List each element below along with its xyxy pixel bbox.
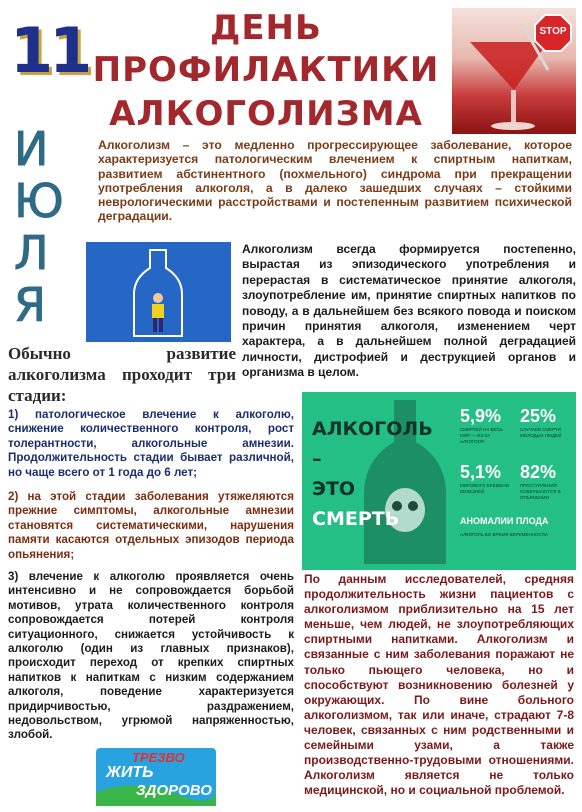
stage-item-1: 1) патологическое влечение к алкоголю, снижение количественного контроля, рост толерантности, алкогольные амнезии. Продолжительность стадии бывает различной, но чаще всего от 1 года до 6 лет; (8, 408, 294, 479)
poster-stat-value: 5,1% (460, 462, 502, 482)
title-line-3: АЛКОГОЛИЗМА (109, 94, 423, 134)
research-paragraph: По данным исследователей, средняя продолжительность жизни пациентов с алкоголизмом приблизительно на 15 лет меньше, чем людей, не злоупотребляющих спиртными напитками. Алкоголизм и связанные с ним заболевания поражают не только пьющего человека, но и способствуют возникновению болезней у окружающих. По вине больного алкоголизмом, так или иначе, страдают 7-8 человек, связанных с ним родственными и семейными узами, а также производственно-трудовыми отношениями. Алкоголизм является не только медицинской, но и социальной проблемой. (304, 572, 574, 798)
poster-stat (460, 462, 512, 495)
stage-item-3: 3) влечение к алкоголю проявляется очень интенсивно и не сопровождается борьбой мотивов, утрата количественного контроля сопровождается потерей контроля ситуационного, снижается устойчивость к алкоголю (один из главных признаков), происходит переход от крепких спиртных напитков к напиткам с низким содержанием алкоголя, поведение характеризуется придирчивостью, раздражением, недовольством, угрюмой напряженностью, злобой. (8, 570, 294, 742)
bottle-icon (86, 242, 231, 342)
poster-anomaly-text: АЛКОГОЛЬ ВО ВРЕМЯ БЕРЕМЕННОСТИ (460, 532, 548, 537)
month-letter: Л (14, 226, 49, 280)
poster-headline-line: АЛКОГОЛЬ – (312, 418, 433, 470)
poster-stat (460, 406, 512, 445)
date-day: 11 (10, 14, 89, 87)
formation-paragraph: Алкоголизм всегда формируется постепенно, вырастая из эпизодического употребления и перерастая в систематическое принятие алкоголя, злоупотребление им, принятие спиртных напитков по поводу, а в дальнейшем без всякого повода и поиском причин принятия алкоголя, изменением черт характера, а в дальнейшем полной деградацией личности, дистрофией и деструкцией органов и организма в целом. (242, 242, 576, 380)
poster-stat-caption: МИРОВОГО БРЕМЕНИ БОЛЕЗНЕЙ (460, 483, 509, 494)
poster-stat-value: 5,9% (460, 406, 502, 426)
stop-sign-label: STOP (539, 26, 567, 37)
glass-photo (452, 8, 576, 134)
month-letter: И (14, 122, 49, 176)
poster-headline-line: СМЕРТЬ (312, 508, 400, 530)
logo-text-line: ЗДОРОВО (136, 782, 212, 799)
title-line-1: ДЕНЬ (210, 8, 322, 48)
title-line-2: ПРОФИЛАКТИКИ (92, 50, 440, 90)
stages-heading: Обычно развитие алкоголизма проходит три стадии: (8, 344, 236, 405)
sober-life-logo (96, 748, 216, 806)
poster-stat (520, 462, 572, 501)
poster-stat-caption: СЛУЧАЕВ СМЕРТИ МОЛОДЫХ ЛЮДЕЙ (520, 427, 562, 438)
poster-anomaly-title: АНОМАЛИИ ПЛОДА (460, 516, 549, 526)
logo-text-line: ТРЕЗВО (132, 750, 185, 765)
poster-stat-caption: СМЕРТЕЙ НА ВЕСЬ МИР — ИЗ-ЗА АЛКОГОЛЯ (460, 427, 503, 444)
poster-stat-value: 82% (520, 462, 557, 482)
alcohol-poster (302, 392, 576, 570)
stage-item-2: 2) на этой стадии заболевания утяжеляются прежние симптомы, алкогольные амнезии становятся систематическими, нарушения памяти касаются отдельных эпизодов периода опьянения; (8, 490, 294, 561)
intro-paragraph: Алкоголизм – это медленно прогрессирующее заболевание, которое характеризуется патологическим влечением к спиртным напиткам, развитием абстинентного (похмельного) синдрома при прекращении употребления алкоголя, а в далеко зашедших случаях – стойкими неврологическими расстройствами и постепенным развитием психической деградации. (98, 138, 572, 224)
bottle-illustration (86, 242, 231, 342)
logo-text-line: ЖИТЬ (106, 764, 154, 781)
poster-headline-line: ЭТО (312, 478, 356, 500)
month-letter: Ю (14, 174, 64, 228)
poster-stat (520, 406, 572, 439)
month-letter: Я (14, 278, 46, 332)
poster-stat-caption: ПРЕСТУПЛЕНИЙ СОВЕРШАЮТСЯ В ОПЬЯНЕНИИ (520, 483, 561, 500)
poster-stat-value: 25% (520, 406, 557, 426)
